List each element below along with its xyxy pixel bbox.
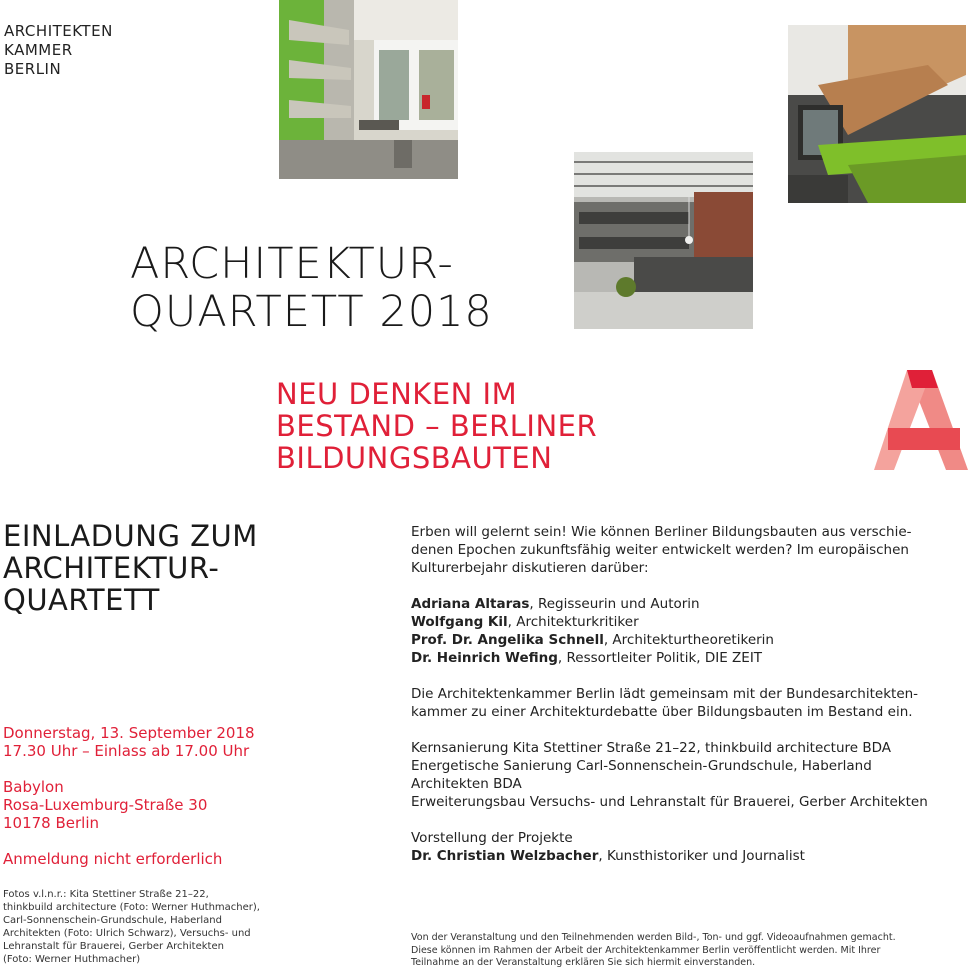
photo-kita-interior — [279, 0, 458, 179]
invitation-line-2: ARCHITEKTUR- — [3, 551, 220, 585]
footer-line: Teilnahme an der Veranstaltung erklären Sie sich hiermit einverstanden. — [411, 957, 756, 968]
credit-line: (Foto: Werner Huthmacher) — [3, 954, 141, 965]
panelist — [411, 595, 956, 613]
chamber-logo-text — [4, 22, 113, 79]
credit-line: Lehranstalt für Brauerei, Gerber Architekten — [3, 941, 224, 952]
panelist-role: , Architekturkritiker — [507, 614, 639, 630]
intro-line: denen Epochen zukunftsfähig weiter entwickelt werden? Im europäischen — [411, 542, 909, 558]
presenter-role: , Kunsthistoriker und Journalist — [598, 848, 805, 864]
panelist-role: , Architekturtheoretikerin — [603, 632, 774, 648]
credit-line: Carl-Sonnenschein-Grundschule, Haberland — [3, 915, 222, 926]
event-city: 10178 Berlin — [3, 814, 100, 832]
footer-line: Diese können im Rahmen der Arbeit der Architektenkammer Berlin veröffentlicht werden. Mit Ihrer — [411, 944, 881, 956]
panel-list — [411, 595, 956, 667]
logo-line-2: KAMMER — [4, 41, 73, 59]
presentation-label: Vorstellung der Projekte — [411, 830, 573, 846]
credit-line: Fotos v.l.n.r.: Kita Stettiner Straße 21–22, — [3, 889, 209, 900]
event-time: 17.30 Uhr – Einlass ab 17.00 Uhr — [3, 742, 250, 760]
invite-paragraph — [411, 685, 956, 721]
project-line: Energetische Sanierung Carl-Sonnenschein-Grundschule, Haberland — [411, 758, 872, 774]
invite-line: Die Architektenkammer Berlin lädt gemeinsam mit der Bundesarchitekten- — [411, 686, 919, 702]
presentation-paragraph — [411, 829, 956, 865]
photo-credits — [3, 888, 273, 966]
panelist-name: Dr. Heinrich Wefing — [411, 650, 558, 666]
subtitle-line-3: BILDUNGSBAUTEN — [276, 441, 553, 475]
subtitle-line-1: NEU DENKEN IM — [276, 377, 518, 411]
invitation-line-3: QUARTETT — [3, 583, 160, 617]
recording-notice — [411, 932, 956, 970]
projects-list — [411, 739, 956, 811]
event-registration: Anmeldung nicht erforderlich — [3, 850, 223, 868]
architektenkammer-a-logo — [874, 370, 968, 470]
title-line-1: ARCHITEKTUR- — [130, 239, 454, 289]
panelist — [411, 631, 956, 649]
subtitle — [276, 378, 597, 474]
intro-line: Erben will gelernt sein! Wie können Berliner Bildungsbauten aus verschie- — [411, 524, 912, 540]
logo-line-1: ARCHITEKTEN — [4, 22, 113, 40]
credit-line: Architekten (Foto: Ulrich Schwarz), Versuchs- und — [3, 928, 251, 939]
panelist-name: Prof. Dr. Angelika Schnell — [411, 632, 604, 648]
event-date: Donnerstag, 13. September 2018 — [3, 724, 255, 742]
project-line: Kernsanierung Kita Stettiner Straße 21–22, thinkbuild architecture BDA — [411, 740, 892, 756]
intro-paragraph — [411, 523, 956, 577]
invitation-heading — [3, 520, 258, 616]
photo-brewery-atrium — [574, 152, 753, 329]
panelist-name: Adriana Altaras — [411, 596, 530, 612]
presenter-name: Dr. Christian Welzbacher — [411, 848, 599, 864]
event-street: Rosa-Luxemburg-Straße 30 — [3, 796, 208, 814]
credit-line: thinkbuild architecture (Foto: Werner Huthmacher), — [3, 902, 260, 913]
invitation-line-1: EINLADUNG ZUM — [3, 519, 258, 553]
panelist-role: , Ressortleiter Politik, DIE ZEIT — [557, 650, 763, 666]
logo-line-3: BERLIN — [4, 60, 62, 78]
panelist-role: , Regisseurin und Autorin — [529, 596, 700, 612]
subtitle-line-2: BESTAND – BERLINER — [276, 409, 598, 443]
event-venue: Babylon — [3, 778, 64, 796]
invite-line: kammer zu einer Architekturdebatte über Bildungsbauten im Bestand ein. — [411, 704, 913, 720]
intro-line: Kulturerbejahr diskutieren darüber: — [411, 560, 649, 576]
panelist — [411, 649, 956, 667]
photo-school-staircase — [788, 25, 966, 203]
event-details — [3, 724, 255, 868]
project-line: Architekten BDA — [411, 776, 522, 792]
panelist-name: Wolfgang Kil — [411, 614, 508, 630]
page-title — [130, 240, 493, 336]
footer-line: Von der Veranstaltung und den Teilnehmenden werden Bild-, Ton- und ggf. Videoaufnahmen gemacht. — [411, 932, 896, 943]
panelist — [411, 613, 956, 631]
project-line: Erweiterungsbau Versuchs- und Lehranstalt für Brauerei, Gerber Architekten — [411, 794, 928, 810]
title-line-2: QUARTETT 2018 — [130, 287, 493, 337]
body-text-column — [411, 523, 956, 883]
presenter — [411, 847, 956, 865]
